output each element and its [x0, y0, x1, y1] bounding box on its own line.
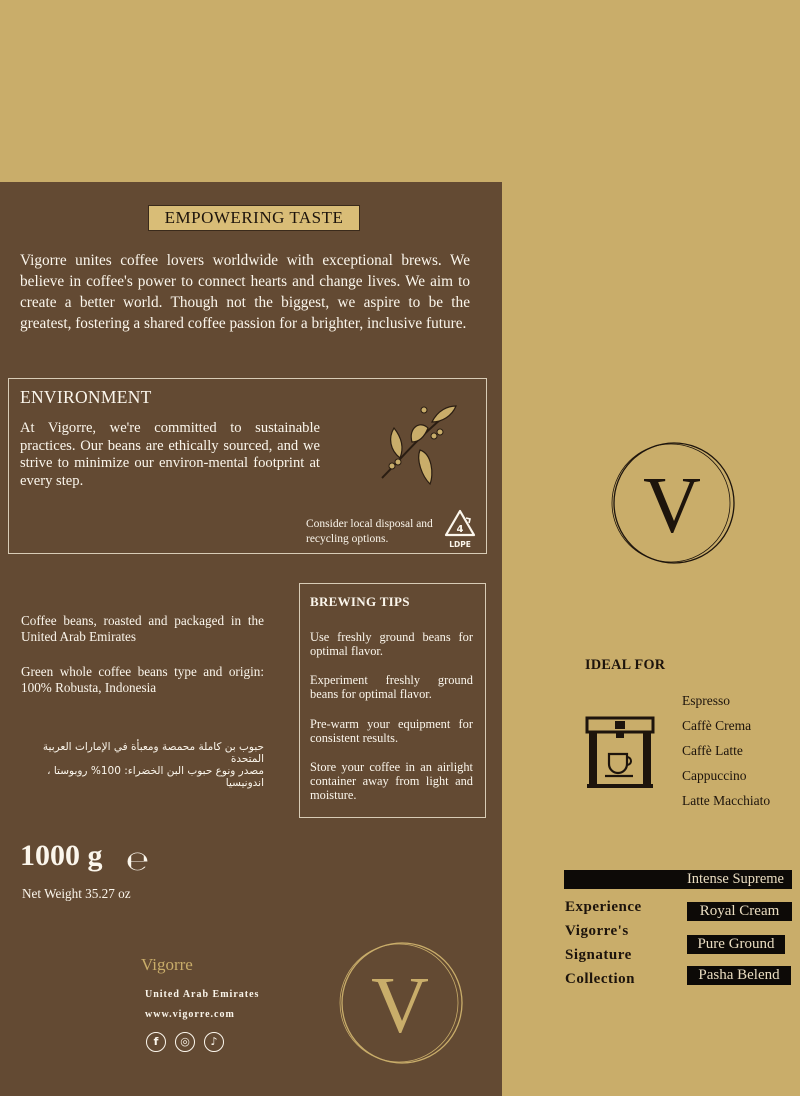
country-text: United Arab Emirates — [145, 989, 260, 1000]
ideal-use: Caffè Crema — [682, 718, 752, 733]
brand-logo-text: Vigorre — [141, 955, 193, 974]
v-logo-letter: V — [643, 462, 701, 550]
empowering-taste-badge: EMPOWERING TASTE — [148, 205, 360, 231]
ideal-use: Latte Macchiato — [682, 793, 771, 808]
collection-top-bar: Intense Supreme — [564, 870, 792, 889]
ideal-for-title: IDEAL FOR — [585, 657, 666, 673]
instagram-icon[interactable]: ◎ — [175, 1032, 195, 1052]
net-weight: Net Weight 35.27 oz — [22, 886, 131, 901]
facebook-icon[interactable]: f — [146, 1032, 166, 1052]
brewing-tip: Use freshly ground beans for optimal flavor. — [310, 630, 473, 658]
v-logo-brown — [336, 940, 466, 1066]
collection-heading-line: Vigorre's — [565, 923, 629, 939]
collection-heading-line: Experience — [565, 899, 642, 915]
v-logo-gold — [608, 440, 738, 566]
collection-item: Pure Ground — [687, 935, 785, 954]
recycle-label: LDPE — [449, 540, 471, 549]
tiktok-icon[interactable]: ♪ — [204, 1032, 224, 1052]
collection-heading-line: Collection — [565, 971, 635, 987]
intro-paragraph: Vigorre unites coffee lovers worldwide with exceptional brews. We believe in coffee's power to connect hearts and change lives. We aim to create a better world. Though not the biggest, we aspire to be the greatest, fostering a shared coffee passion for a brighter, inclusive future. — [20, 252, 470, 332]
origin-text-1: Coffee beans, roasted and packaged in the United Arab Emirates — [21, 613, 264, 644]
arabic-text-2: مصدر ونوع حبوب البن الخضراء: 100% روبوستا ، اندونيسيا — [47, 765, 264, 789]
ideal-use: Cappuccino — [682, 768, 747, 783]
ideal-use: Caffè Latte — [682, 743, 743, 758]
website-text[interactable]: www.vigorre.com — [145, 1009, 235, 1020]
arabic-text-1: حبوب بن كاملة محمصة ومعبأة في الإمارات العربية المتحدة — [42, 741, 264, 765]
origin-text-2: Green whole coffee beans type and origin: 100% Robusta, Indonesia — [21, 664, 264, 695]
disposal-note: Consider local disposal and recycling options. — [306, 518, 433, 545]
environment-text: At Vigorre, we're committed to sustainable practices. Our beans are ethically sourced, and we strive to minimize our environ-mental footprint at every step. — [20, 420, 320, 489]
brewing-tip: Store your coffee in an airlight container away from light and moisture. — [310, 760, 473, 802]
coffee-branch-icon — [372, 398, 460, 490]
collection-heading-line: Signature — [565, 947, 632, 963]
ideal-use: Espresso — [682, 693, 730, 708]
coffee-machine-icon — [585, 716, 655, 790]
collection-item: Pasha Belend — [687, 966, 791, 985]
recycle-code: 4 — [456, 524, 464, 535]
brewing-tip: Experiment freshly ground beans for optimal flavor. — [310, 673, 473, 701]
brewing-tips-title: BREWING TIPS — [310, 594, 410, 609]
weight-value: 1000 g — [20, 839, 103, 872]
v-logo-letter: V — [371, 962, 429, 1050]
brewing-tip: Pre-warm your equipment for consistent results. — [310, 717, 473, 745]
environment-title: ENVIRONMENT — [20, 387, 152, 407]
estimated-sign: ℮ — [126, 846, 150, 877]
collection-item: Royal Cream — [687, 902, 792, 921]
recycle-icon — [442, 508, 478, 550]
